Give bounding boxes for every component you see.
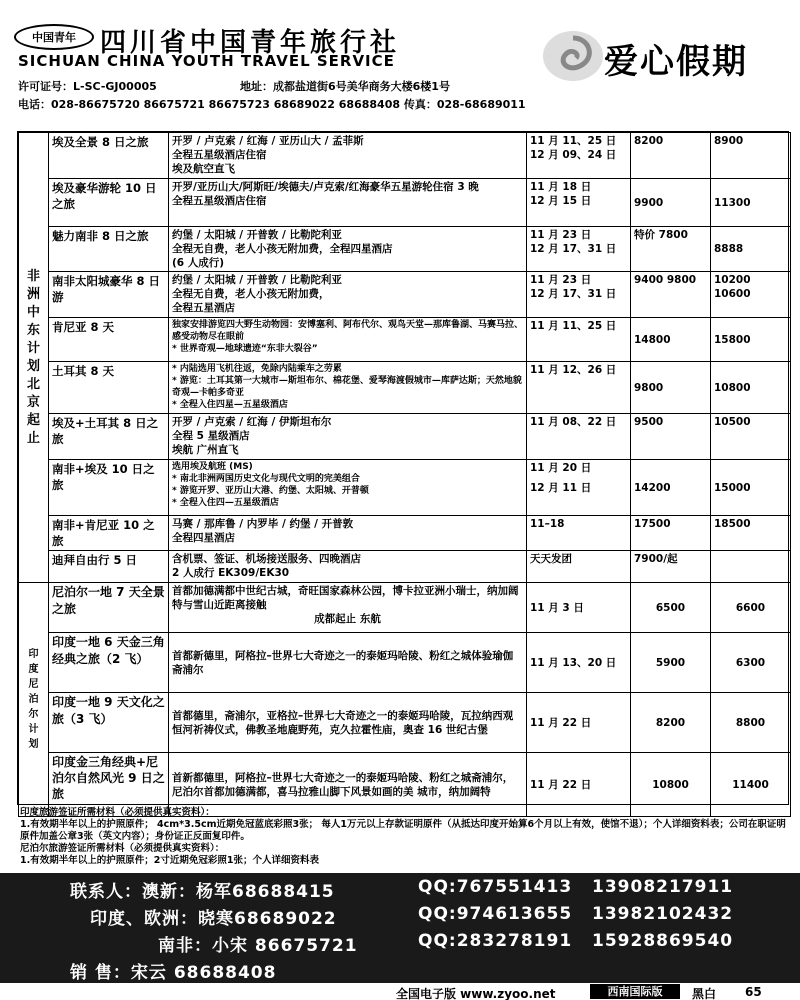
price-adult: 9500 bbox=[631, 414, 711, 460]
note-line: 1.有效期半年以上的护照原件；2寸近期免冠彩照1张；个人详细资料表 bbox=[20, 855, 319, 866]
price-adult: 特价 7800 bbox=[631, 227, 711, 272]
date-line: 11 月 20 日 bbox=[530, 462, 592, 474]
table-row bbox=[19, 133, 791, 179]
route-line: 全程四星酒店 bbox=[172, 532, 235, 544]
price-alt: 8888 bbox=[711, 227, 791, 272]
section-badge: 西南国际版 bbox=[590, 984, 680, 999]
route-line: 含机票、签证、机场接送服务、四晚酒店 bbox=[172, 553, 361, 565]
tour-table bbox=[17, 131, 789, 805]
tour-name: 土耳其 8 天 bbox=[49, 362, 169, 414]
date-line: 11 月 22 日 bbox=[527, 753, 631, 817]
table-row bbox=[19, 460, 791, 516]
price-adult: 6500 bbox=[631, 583, 711, 633]
date-line: 11 月 12、26 日 bbox=[527, 362, 631, 414]
price-adult: 17500 bbox=[631, 516, 711, 551]
route-line: * 全程入住四—五星级酒店 bbox=[172, 498, 279, 508]
tour-name: 印度一地 6 天金三角经典之旅（2 飞） bbox=[49, 633, 169, 693]
price-adult: 8200 bbox=[631, 133, 711, 179]
price-adult: 14200 bbox=[631, 460, 711, 516]
tour-name: 印度金三角经典+尼泊尔自然风光 9 日之旅 bbox=[49, 753, 169, 817]
region-label: 印度尼泊尔计划 bbox=[28, 649, 39, 750]
license-number: 许可证号：L-SC-GJ00005 bbox=[18, 80, 157, 93]
price-alt: 6300 bbox=[711, 633, 791, 693]
route-line: 首都加德满都中世纪古城，奇旺国家森林公园，博卡拉亚洲小瑞士，纳加阔特与雪山近距离接触 bbox=[172, 585, 519, 611]
tour-name: 南非+埃及 10 日之旅 bbox=[49, 460, 169, 516]
region-label: 非洲中东计划北京起止 bbox=[26, 268, 40, 446]
route-line: * 南北非洲两国历史文化与现代文明的完美组合 bbox=[172, 474, 360, 484]
price-adult: 14800 bbox=[631, 318, 711, 362]
tour-name: 南非+肯尼亚 10 之旅 bbox=[49, 516, 169, 551]
note-line: 印度旅游签证所需材料（必须提供真实资料）： bbox=[20, 807, 215, 818]
route-line: 成都起止 东航 bbox=[314, 613, 381, 625]
date-line: 12 月 17、31 日 bbox=[530, 288, 617, 300]
table-row bbox=[19, 516, 791, 551]
table-row bbox=[19, 362, 791, 414]
price-adult: 7900/起 bbox=[631, 551, 711, 583]
contact-qq: QQ:974613655 bbox=[418, 904, 573, 924]
date-line: 12 月 15 日 bbox=[530, 195, 592, 207]
route-line: 2 人成行 EK309/EK30 bbox=[172, 567, 290, 579]
price-adult: 10800 bbox=[631, 753, 711, 817]
price-alt: 6600 bbox=[711, 583, 791, 633]
table-row bbox=[19, 633, 791, 693]
color-label: 黑白 bbox=[692, 987, 717, 1000]
cyts-logo bbox=[14, 24, 94, 50]
price-adult: 9800 bbox=[631, 362, 711, 414]
date-line: 12 月 09、24 日 bbox=[530, 149, 617, 161]
route-line: 开罗/亚历山大/阿斯旺/埃德夫/卢克索/红海豪华五星游轮住宿 3 晚 bbox=[172, 181, 479, 193]
note-line: 尼泊尔旅游签证所需材料（必须提供真实资料）： bbox=[20, 843, 225, 854]
route-line: 埃航 广州直飞 bbox=[172, 444, 239, 456]
route-line: * 全程入住四星—五星级酒店 bbox=[172, 400, 288, 410]
price-alt: 10500 bbox=[711, 414, 791, 460]
table-row bbox=[19, 272, 791, 318]
contact-label: 销 售：宋云 68688408 bbox=[70, 963, 277, 983]
brand-logo bbox=[540, 28, 790, 84]
table-row bbox=[19, 318, 791, 362]
tour-name: 尼泊尔一地 7 天全景之旅 bbox=[49, 583, 169, 633]
price-alt: 8900 bbox=[711, 133, 791, 179]
date-line: 天天发团 bbox=[527, 551, 631, 583]
route-line: 选用埃及航班 (MS) bbox=[172, 462, 253, 472]
route-line: 马赛 / 那库鲁 / 内罗毕 / 约堡 / 开普敦 bbox=[172, 518, 354, 530]
table-row bbox=[19, 414, 791, 460]
tour-name: 魅力南非 8 日之旅 bbox=[49, 227, 169, 272]
price-alt: 10200 10600 bbox=[711, 272, 791, 318]
tour-name: 肯尼亚 8 天 bbox=[49, 318, 169, 362]
route-line: 全程无自费，老人小孩无附加费，全程四星酒店 bbox=[172, 243, 393, 255]
route-line: 埃及航空直飞 bbox=[172, 163, 235, 175]
contact-label: 联系人：澳新：杨军68688415 bbox=[70, 882, 335, 902]
price-adult: 5900 bbox=[631, 633, 711, 693]
price-alt: 10800 bbox=[711, 362, 791, 414]
route-line: (6 人成行) bbox=[172, 257, 225, 269]
tour-name: 印度一地 9 天文化之旅（3 飞） bbox=[49, 693, 169, 753]
date-line: 11 月 18 日 bbox=[530, 181, 592, 193]
date-line: 11 月 13、20 日 bbox=[527, 633, 631, 693]
note-line: 1.有效期半年以上的护照原件； 4cm*3.5cm近期免冠蓝底彩照3张； 每人1万元以上存款证明原件（从抵达印度开始算6个月以上有效，使馆不退）；个人详细资料表；公司在职证明原件加盖公章3张（英文内容）；身份证正反面复印件。 bbox=[20, 819, 786, 842]
contact-strip bbox=[0, 873, 800, 983]
region-india bbox=[19, 583, 49, 817]
date-line: 11–18 bbox=[527, 516, 631, 551]
price-alt bbox=[711, 551, 791, 583]
date-line: 11 月 22 日 bbox=[527, 693, 631, 753]
footer bbox=[0, 983, 800, 1000]
tour-name: 埃及全景 8 日之旅 bbox=[49, 133, 169, 179]
contact-phone: 13908217911 bbox=[592, 877, 734, 897]
address: 地址：成都盐道街6号美华商务大楼6楼1号 bbox=[240, 80, 450, 93]
header bbox=[0, 0, 800, 120]
date-line: 12 月 17、31 日 bbox=[530, 243, 617, 255]
page-number: 65 bbox=[745, 985, 762, 999]
route-line: 约堡 / 太阳城 / 开普敦 / 比勒陀利亚 bbox=[172, 229, 342, 241]
table-row bbox=[19, 227, 791, 272]
contact-qq: QQ:767551413 bbox=[418, 877, 573, 897]
date-line: 11 月 11、25 日 bbox=[527, 318, 631, 362]
date-line: 11 月 23 日 bbox=[530, 229, 592, 241]
org-name-en: SICHUAN CHINA YOUTH TRAVEL SERVICE bbox=[18, 52, 395, 70]
route-line: 开罗 / 卢克索 / 红海 / 伊斯坦布尔 bbox=[172, 416, 332, 428]
contact-label: 印度、欧洲：晓寒68689022 bbox=[90, 909, 337, 929]
logo-text: 中国青年 bbox=[32, 31, 76, 44]
tour-name: 埃及+土耳其 8 日之旅 bbox=[49, 414, 169, 460]
route-line: 首都新德里，阿格拉–世界七大奇迹之一的泰姬玛哈陵、粉红之城体验瑜伽斋浦尔 bbox=[169, 633, 527, 693]
region-africa bbox=[19, 133, 49, 583]
route-line: 首新都德里，阿格拉–世界七大奇迹之一的泰姬玛哈陵、粉红之城斋浦尔，尼泊尔首都加德满都，喜马拉雅山脚下风景如画的美 城市，纳加阔特 bbox=[169, 753, 527, 817]
route-line: 全程五星酒店 bbox=[172, 302, 235, 314]
contact-phone: 13982102432 bbox=[592, 904, 734, 924]
table-row bbox=[19, 551, 791, 583]
phone-numbers: 电话：028-86675720 86675721 86675723 68689022 68688408 传真：028-68689011 bbox=[18, 98, 526, 111]
table-row bbox=[19, 693, 791, 753]
contact-label: 南非：小宋 86675721 bbox=[158, 936, 358, 956]
route-line: * 游览：土耳其第一大城市—斯坦布尔、棉花堡、爱琴海渡假城市—库萨达斯；天然地貌奇观—卡帕多奇亚 bbox=[172, 376, 522, 398]
price-adult: 8200 bbox=[631, 693, 711, 753]
price-alt: 15000 bbox=[711, 460, 791, 516]
route-line: 全程 5 星级酒店 bbox=[172, 430, 250, 442]
table-row bbox=[19, 179, 791, 227]
contact-qq: QQ:283278191 bbox=[418, 931, 573, 951]
price-alt: 11400 bbox=[711, 753, 791, 817]
route-line: * 世界奇观—地球遗迹“东非大裂谷” bbox=[172, 344, 318, 354]
route-line: 全程五星级酒店住宿 bbox=[172, 195, 267, 207]
brand-name: 爱心假期 bbox=[604, 42, 748, 82]
swirl-icon bbox=[540, 28, 606, 84]
route-line: 独家安排游览四大野生动物园：安博塞利、阿布代尔、观鸟天堂—那库鲁湖、马赛马拉、感受动物尽在眼前 bbox=[172, 320, 524, 342]
visa-notes bbox=[20, 807, 790, 867]
date-line: 11 月 3 日 bbox=[527, 583, 631, 633]
route-line: * 游览开罗、亚历山大港、约堡、太阳城、开普顿 bbox=[172, 486, 369, 496]
date-line: 11 月 23 日 bbox=[530, 274, 592, 286]
route-line: 首都德里，斋浦尔，亚格拉–世界七大奇迹之一的泰姬玛哈陵，瓦拉纳西观恒河祈祷仪式，佛教圣地鹿野苑，克久拉霍性庙，奥查 16 世纪古堡 bbox=[169, 693, 527, 753]
edition-label: 全国电子版 www.zyoo.net bbox=[396, 987, 556, 1000]
tour-name: 南非太阳城豪华 8 日游 bbox=[49, 272, 169, 318]
route-line: * 内陆选用飞机往返，免除内陆乘车之劳累 bbox=[172, 364, 342, 374]
route-line: 全程五星级酒店住宿 bbox=[172, 149, 267, 161]
price-alt: 18500 bbox=[711, 516, 791, 551]
price-alt: 15800 bbox=[711, 318, 791, 362]
org-name-cn: 四川省中国青年旅行社 bbox=[100, 28, 401, 58]
date-line: 11 月 08、22 日 bbox=[527, 414, 631, 460]
price-adult: 9400 9800 bbox=[631, 272, 711, 318]
date-line: 12 月 11 日 bbox=[530, 482, 592, 494]
price-alt: 8800 bbox=[711, 693, 791, 753]
date-line: 11 月 11、25 日 bbox=[530, 135, 617, 147]
route-line: 全程无自费，老人小孩无附加费， bbox=[172, 288, 330, 300]
price-adult: 9900 bbox=[631, 179, 711, 227]
contact-phone: 15928869540 bbox=[592, 931, 734, 951]
route-line: 约堡 / 太阳城 / 开普敦 / 比勒陀利亚 bbox=[172, 274, 342, 286]
tour-name: 埃及豪华游轮 10 日之旅 bbox=[49, 179, 169, 227]
route-line: 开罗 / 卢克索 / 红海 / 亚历山大 / 孟菲斯 bbox=[172, 135, 364, 147]
table-row bbox=[19, 583, 791, 633]
tour-name: 迪拜自由行 5 日 bbox=[49, 551, 169, 583]
price-alt: 11300 bbox=[711, 179, 791, 227]
